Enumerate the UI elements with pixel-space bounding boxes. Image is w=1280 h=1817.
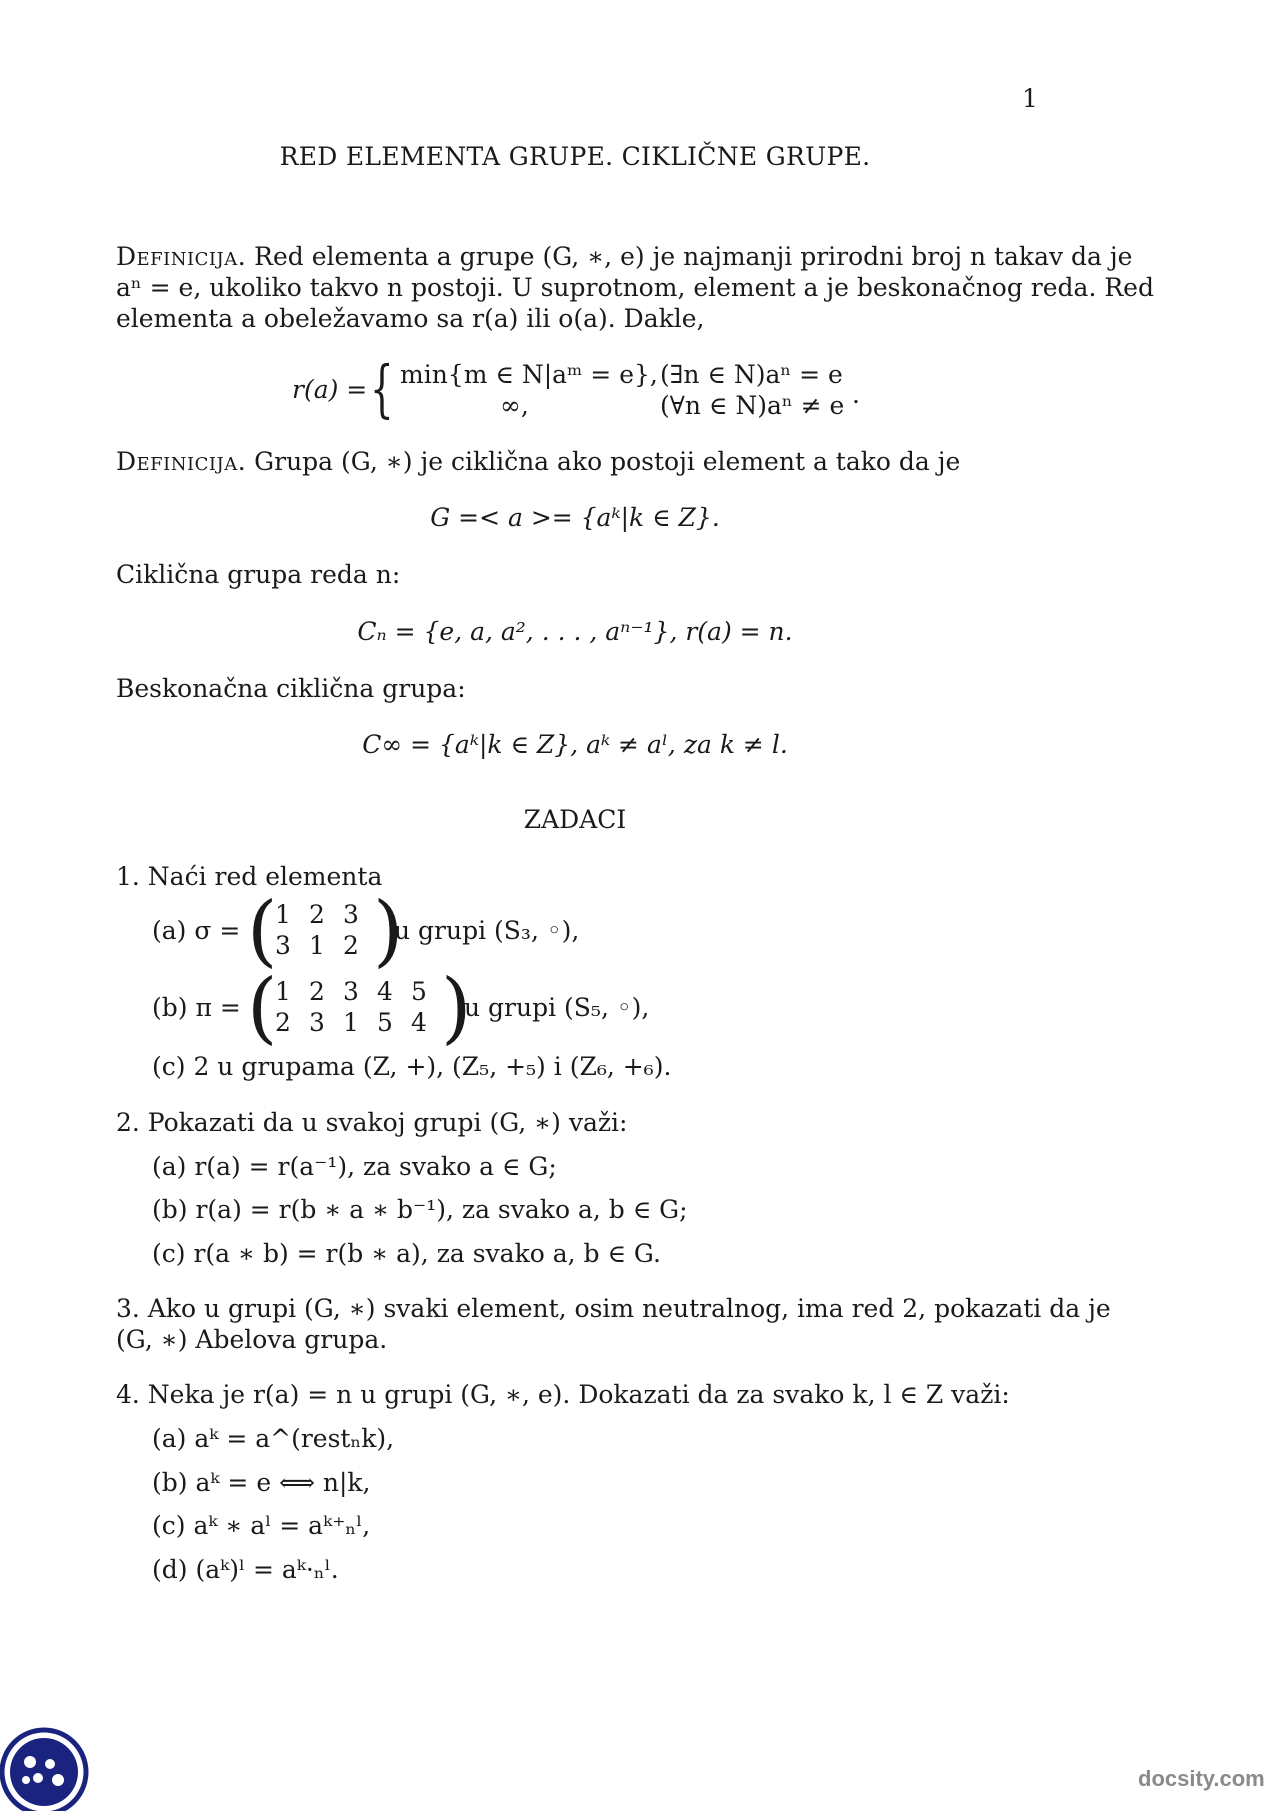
matrix-cell: 1 xyxy=(275,977,291,1006)
cyclic-inf-text: Beskonačna ciklična grupa: xyxy=(116,674,466,703)
cyclic-group-formula: G =< a >= {aᵏ|k ∈ Z}. xyxy=(430,503,720,532)
left-paren: ( xyxy=(247,963,278,1053)
task-2-c: (c) r(a ∗ b) = r(b ∗ a), za svako a, b ∈ G. xyxy=(152,1239,661,1268)
matrix-cell: 2 xyxy=(309,977,325,1006)
matrix-cell: 5 xyxy=(377,1008,393,1037)
task-4-b: (b) aᵏ = e ⟺ n|k, xyxy=(152,1468,371,1497)
matrix-cell: 3 xyxy=(343,900,359,929)
case-1-condition: (∃n ∈ N)aⁿ = e xyxy=(660,360,843,389)
formula-lhs: r(a) = xyxy=(292,375,368,404)
matrix-cell: 3 xyxy=(309,1008,325,1037)
left-paren: ( xyxy=(247,886,278,976)
section-heading: ZADACI xyxy=(523,805,627,834)
task-3-line-1: 3. Ako u grupi (G, ∗) svaki element, osim neutralnog, ima red 2, pokazati da je xyxy=(116,1294,1111,1323)
case-2-condition: (∀n ∈ N)aⁿ ≠ e xyxy=(660,391,845,420)
matrix-cell: 5 xyxy=(411,977,427,1006)
definition-label: Definicija. xyxy=(116,447,247,476)
matrix-cell: 4 xyxy=(377,977,393,1006)
docsity-logo[interactable] xyxy=(0,1718,100,1811)
case-1-expression: min{m ∈ N|aᵐ = e}, xyxy=(400,360,658,389)
matrix-cell: 2 xyxy=(309,900,325,929)
page-number: 1 xyxy=(1022,84,1038,113)
permutation-matrix-sigma xyxy=(247,886,404,976)
page-title: RED ELEMENTA GRUPE. CIKLIČNE GRUPE. xyxy=(279,142,871,171)
task-1-c: (c) 2 u grupama (Z, +), (Z₅, +₅) i (Z₆, +₆). xyxy=(152,1052,672,1081)
definition-text: Red elementa a grupe (G, ∗, e) je najmanji prirodni broj n takav da je xyxy=(254,242,1133,271)
task-4-d: (d) (aᵏ)ˡ = aᵏ·ₙˡ. xyxy=(152,1555,339,1584)
definition-1-line-3: elementa a obeležavamo sa r(a) ili o(a). Dakle, xyxy=(116,304,705,333)
right-paren: ) xyxy=(373,886,404,976)
matrix-cell: 3 xyxy=(343,977,359,1006)
task-2-b: (b) r(a) = r(b ∗ a ∗ b⁻¹), za svako a, b ∈ G; xyxy=(152,1195,688,1224)
left-brace: { xyxy=(370,352,394,425)
task-4-a: (a) aᵏ = a^(restₙk), xyxy=(152,1424,395,1453)
definition-1-line-1 xyxy=(116,242,1132,272)
definition-1-line-2: aⁿ = e, ukoliko takvo n postoji. U suprotnom, element a je beskonačnog reda. Red xyxy=(116,273,1154,302)
task-4-c: (c) aᵏ ∗ aˡ = aᵏ⁺ₙˡ, xyxy=(152,1511,371,1540)
definition-text: Grupa (G, ∗) je ciklična ako postoji element a tako da je xyxy=(254,447,961,476)
definition-label: Definicija. xyxy=(116,242,247,271)
matrix-cell: 1 xyxy=(343,1008,359,1037)
task-1-a xyxy=(152,886,752,976)
docsity-logo-icon xyxy=(0,1718,100,1811)
task-2-intro: 2. Pokazati da u svakoj grupi (G, ∗) važi: xyxy=(116,1108,628,1137)
order-formula xyxy=(0,352,1280,440)
matrix-cell: 1 xyxy=(275,900,291,929)
task-3-line-2: (G, ∗) Abelova grupa. xyxy=(116,1325,388,1354)
task-1-b-label: (b) π = xyxy=(152,993,241,1022)
cyclic-n-text: Ciklična grupa reda n: xyxy=(116,560,401,589)
formula-period: . xyxy=(852,380,860,409)
task-1-a-label: (a) σ = xyxy=(152,916,241,945)
docsity-watermark[interactable]: docsity.com xyxy=(1138,1766,1265,1791)
matrix-cell: 4 xyxy=(411,1008,427,1037)
task-4-intro: 4. Neka je r(a) = n u grupi (G, ∗, e). Dokazati da za svako k, l ∈ Z važi: xyxy=(116,1380,1010,1409)
task-1-intro: 1. Naći red elementa xyxy=(116,862,383,891)
task-1-a-suffix: u grupi (S₃, ◦), xyxy=(394,916,580,945)
permutation-matrix-pi xyxy=(247,963,472,1053)
task-1-b-suffix: u grupi (S₅, ◦), xyxy=(464,993,650,1022)
definition-2 xyxy=(116,447,960,477)
matrix-cell: 3 xyxy=(275,931,291,960)
task-2-a: (a) r(a) = r(a⁻¹), za svako a ∈ G; xyxy=(152,1152,557,1181)
matrix-cell: 2 xyxy=(343,931,359,960)
matrix-cell: 2 xyxy=(275,1008,291,1037)
right-paren: ) xyxy=(441,963,472,1053)
cyclic-inf-formula: C∞ = {aᵏ|k ∈ Z}, aᵏ ≠ aˡ, za k ≠ l. xyxy=(362,730,788,759)
task-1-b xyxy=(152,963,852,1053)
matrix-cell: 1 xyxy=(309,931,325,960)
cyclic-n-formula: Cₙ = {e, a, a², . . . , aⁿ⁻¹}, r(a) = n. xyxy=(357,617,793,646)
case-2-expression: ∞, xyxy=(500,391,529,420)
